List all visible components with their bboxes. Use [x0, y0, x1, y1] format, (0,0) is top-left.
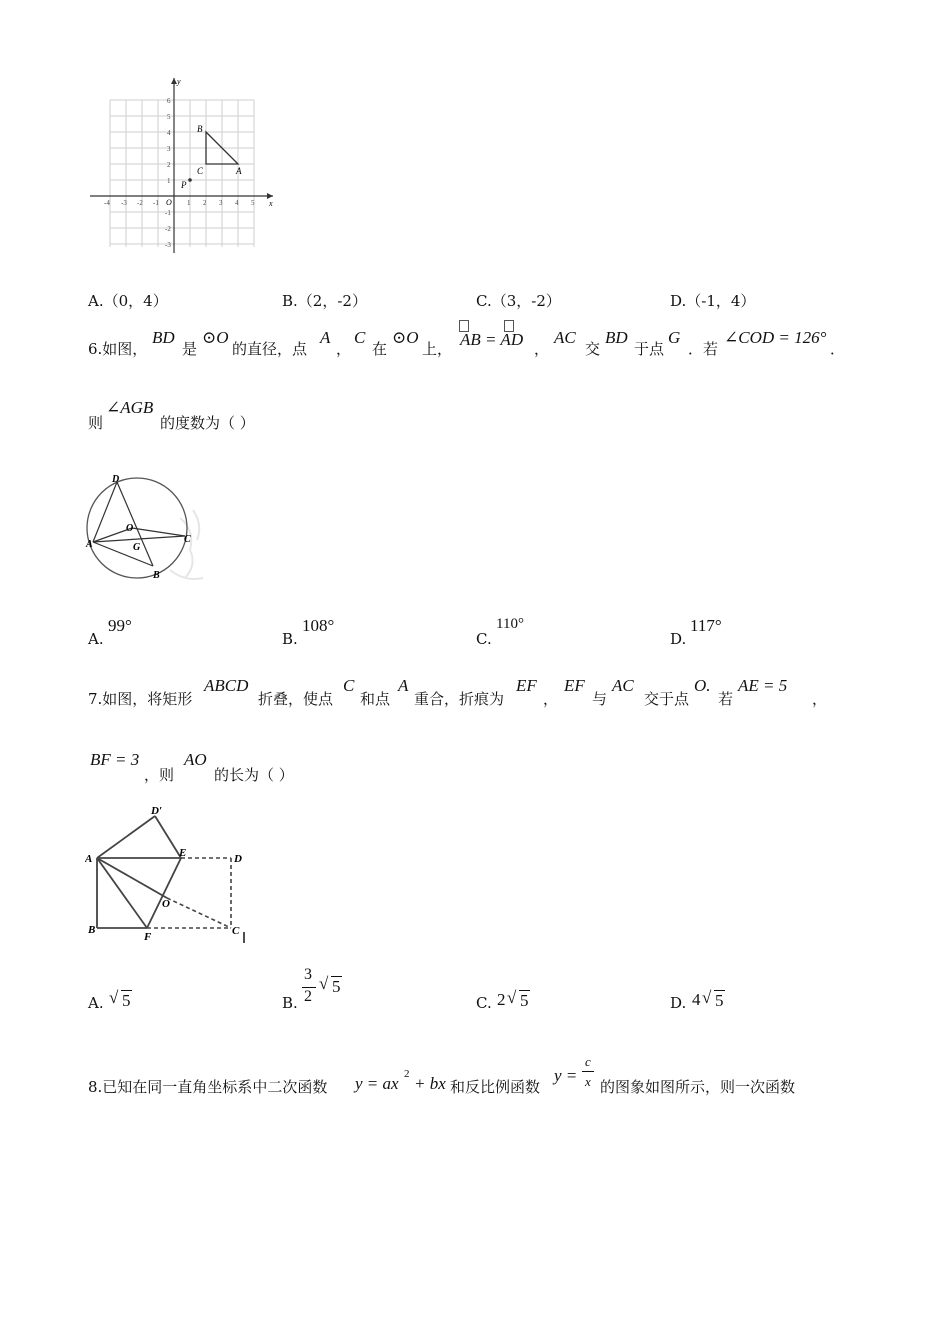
point-p-label: P: [181, 180, 187, 190]
math-run: ABCD: [204, 676, 249, 695]
option-letter: A.: [88, 292, 104, 310]
y-tick: 6: [167, 97, 171, 105]
text-run: 折叠，使点: [258, 690, 334, 708]
math-run: ∠COD = 126°: [724, 328, 827, 347]
point-c-label: C: [184, 534, 191, 545]
text-run: ．若: [688, 340, 719, 358]
sqrt-icon: √: [109, 988, 119, 1007]
point-b-label: B: [197, 124, 203, 134]
math-run: y =: [554, 1066, 578, 1085]
fraction-bar: [582, 1071, 594, 1072]
q5-option-a[interactable]: [88, 290, 168, 311]
option-letter: A.: [88, 630, 104, 648]
math-run: ⊙O: [392, 328, 419, 347]
radicand: 5: [122, 991, 131, 1010]
text-run: ，: [543, 690, 559, 708]
radicand: 5: [332, 977, 341, 996]
radicand: 5: [715, 991, 724, 1010]
q7-rectangle-figure: [85, 806, 255, 946]
text-run: 是: [182, 340, 198, 358]
x-tick: 4: [235, 199, 239, 207]
math-run: BD: [152, 328, 175, 347]
q8-stem-line1: [88, 1054, 868, 1102]
point-c-label: C: [197, 166, 204, 176]
point-p: [188, 178, 192, 182]
q5-option-c[interactable]: [476, 290, 561, 311]
text-run: 若: [718, 690, 734, 708]
text-run: 与: [592, 690, 608, 708]
text-run: 和点: [360, 690, 391, 708]
sqrt-icon: √: [319, 974, 329, 993]
math-run: y = ax: [355, 1074, 399, 1093]
text-run: 6.如图，: [88, 340, 148, 358]
text-run: ，: [336, 340, 352, 358]
point-f-label: F: [144, 931, 152, 943]
text-run: 的图象如图所示，则一次函数: [600, 1078, 796, 1096]
q7-option-d[interactable]: [670, 984, 810, 1024]
fraction-denominator: x: [585, 1074, 591, 1089]
fraction-denominator: 2: [304, 988, 312, 1005]
point-b-label: B: [88, 924, 96, 936]
math-run: C: [354, 328, 366, 347]
text-run: ，: [534, 340, 550, 358]
option-letter: A.: [88, 994, 104, 1012]
option-text: 117°: [690, 616, 722, 635]
superscript: 2: [404, 1068, 410, 1080]
text-run: 则: [88, 414, 104, 432]
sqrt-icon: √: [702, 988, 712, 1007]
math-run: AC: [554, 328, 576, 347]
point-g-label: G: [133, 542, 141, 553]
q6-stem-line2: [88, 398, 388, 434]
q5-option-b[interactable]: [282, 290, 367, 311]
q6-circle-figure: [85, 470, 210, 585]
coefficient: 4: [692, 990, 701, 1009]
x-tick: -4: [104, 199, 110, 207]
point-d-label: D: [112, 474, 120, 485]
text-run: 于点: [634, 340, 665, 358]
y-tick: 2: [167, 161, 171, 169]
option-letter: B.: [282, 292, 298, 310]
text-run: 8.已知在同一直角坐标系中二次函数: [88, 1078, 328, 1096]
q6-stem-line1: [88, 330, 858, 360]
origin-label: O: [166, 198, 172, 207]
y-tick: -3: [165, 241, 171, 249]
y-tick: -2: [165, 225, 171, 233]
math-run: A: [320, 328, 331, 347]
point-a-label: A: [86, 539, 93, 550]
text-run: 的长为（ ）: [214, 766, 294, 784]
radicand: 5: [520, 991, 529, 1010]
option-letter: B.: [282, 994, 298, 1012]
y-tick: 1: [167, 177, 171, 185]
math-run: ∠AGB: [106, 398, 154, 417]
q6-option-c[interactable]: [476, 616, 596, 648]
coefficient: 2: [497, 990, 506, 1009]
option-letter: D.: [670, 292, 687, 310]
option-letter: B.: [282, 630, 298, 648]
q5-coordinate-figure: [85, 72, 280, 257]
y-axis-label: y: [177, 77, 181, 86]
point-a-label: A: [236, 166, 242, 176]
math-run: AB = AD: [460, 330, 524, 349]
y-tick: 4: [167, 129, 171, 137]
text-run: ．: [830, 340, 846, 358]
option-letter: C.: [476, 292, 492, 310]
x-tick: -1: [153, 199, 159, 207]
point-e-label: E: [179, 847, 187, 859]
q7-option-c[interactable]: [476, 984, 616, 1024]
x-tick: 1: [187, 199, 191, 207]
point-o-label: O: [162, 898, 170, 910]
option-text: （3，-2）: [491, 292, 561, 310]
option-letter: C.: [476, 630, 492, 648]
point-o-label: O: [126, 523, 134, 534]
math-run: EF: [564, 676, 585, 695]
point-b-label: B: [153, 570, 160, 581]
option-text: 108°: [302, 616, 335, 635]
sqrt-icon: √: [507, 988, 517, 1007]
x-axis-label: x: [269, 199, 273, 208]
text-run: 交: [585, 340, 601, 358]
text-run: ，则: [144, 766, 175, 784]
point-d-label: D: [234, 853, 242, 865]
math-run: ⊙O: [202, 328, 229, 347]
option-text: （2，-2）: [297, 292, 367, 310]
math-run: G: [668, 328, 681, 347]
q5-option-d[interactable]: [670, 290, 755, 311]
y-tick: 5: [167, 113, 171, 121]
x-tick: 3: [219, 199, 223, 207]
q7-option-b[interactable]: [282, 966, 422, 1024]
x-tick: -3: [121, 199, 127, 207]
math-run: A: [398, 676, 409, 695]
math-run: EF: [516, 676, 537, 695]
x-tick: 5: [251, 199, 255, 207]
point-a-label: A: [85, 853, 93, 865]
math-run: O.: [694, 676, 711, 695]
option-text: 99°: [108, 616, 132, 635]
math-run: + bx: [414, 1074, 446, 1093]
math-run: BD: [605, 328, 628, 347]
math-run: C: [343, 676, 355, 695]
option-letter: C.: [476, 994, 492, 1012]
text-run: 交于点: [644, 690, 690, 708]
math-run: AE = 5: [738, 676, 788, 695]
option-text: 110°: [496, 616, 524, 632]
option-text: （-1，4）: [686, 292, 756, 310]
text-run: ，: [812, 690, 828, 708]
q6-option-d[interactable]: [670, 616, 790, 648]
text-run: 重合，折痕为: [414, 690, 505, 708]
option-text: （0，4）: [103, 292, 168, 310]
point-d-prime-label: D′: [151, 806, 163, 817]
x-tick: 2: [203, 199, 207, 207]
math-run: AC: [612, 676, 634, 695]
option-letter: D.: [670, 994, 687, 1012]
q6-option-b[interactable]: [282, 616, 402, 648]
q7-option-a[interactable]: [88, 984, 228, 1024]
x-tick: -2: [137, 199, 143, 207]
q7-stem-line2: [88, 750, 408, 784]
q7-stem-line1: [88, 676, 858, 710]
point-c-label: C: [232, 925, 240, 937]
q6-option-a[interactable]: [88, 616, 208, 648]
text-run: 7.如图，将矩形: [88, 690, 193, 708]
math-run: BF = 3: [90, 750, 140, 769]
y-tick: 3: [167, 145, 171, 153]
fraction-numerator: c: [585, 1054, 591, 1069]
y-tick: -1: [165, 209, 171, 217]
text-run: 的度数为（ ）: [160, 414, 255, 432]
text-run: 和反比例函数: [450, 1078, 541, 1096]
text-run: 在: [372, 340, 388, 358]
option-letter: D.: [670, 630, 687, 648]
text-run: 上，: [422, 340, 453, 358]
text-run: 的直径，点: [232, 340, 308, 358]
math-run: AO: [184, 750, 207, 769]
fraction-numerator: 3: [304, 966, 312, 983]
